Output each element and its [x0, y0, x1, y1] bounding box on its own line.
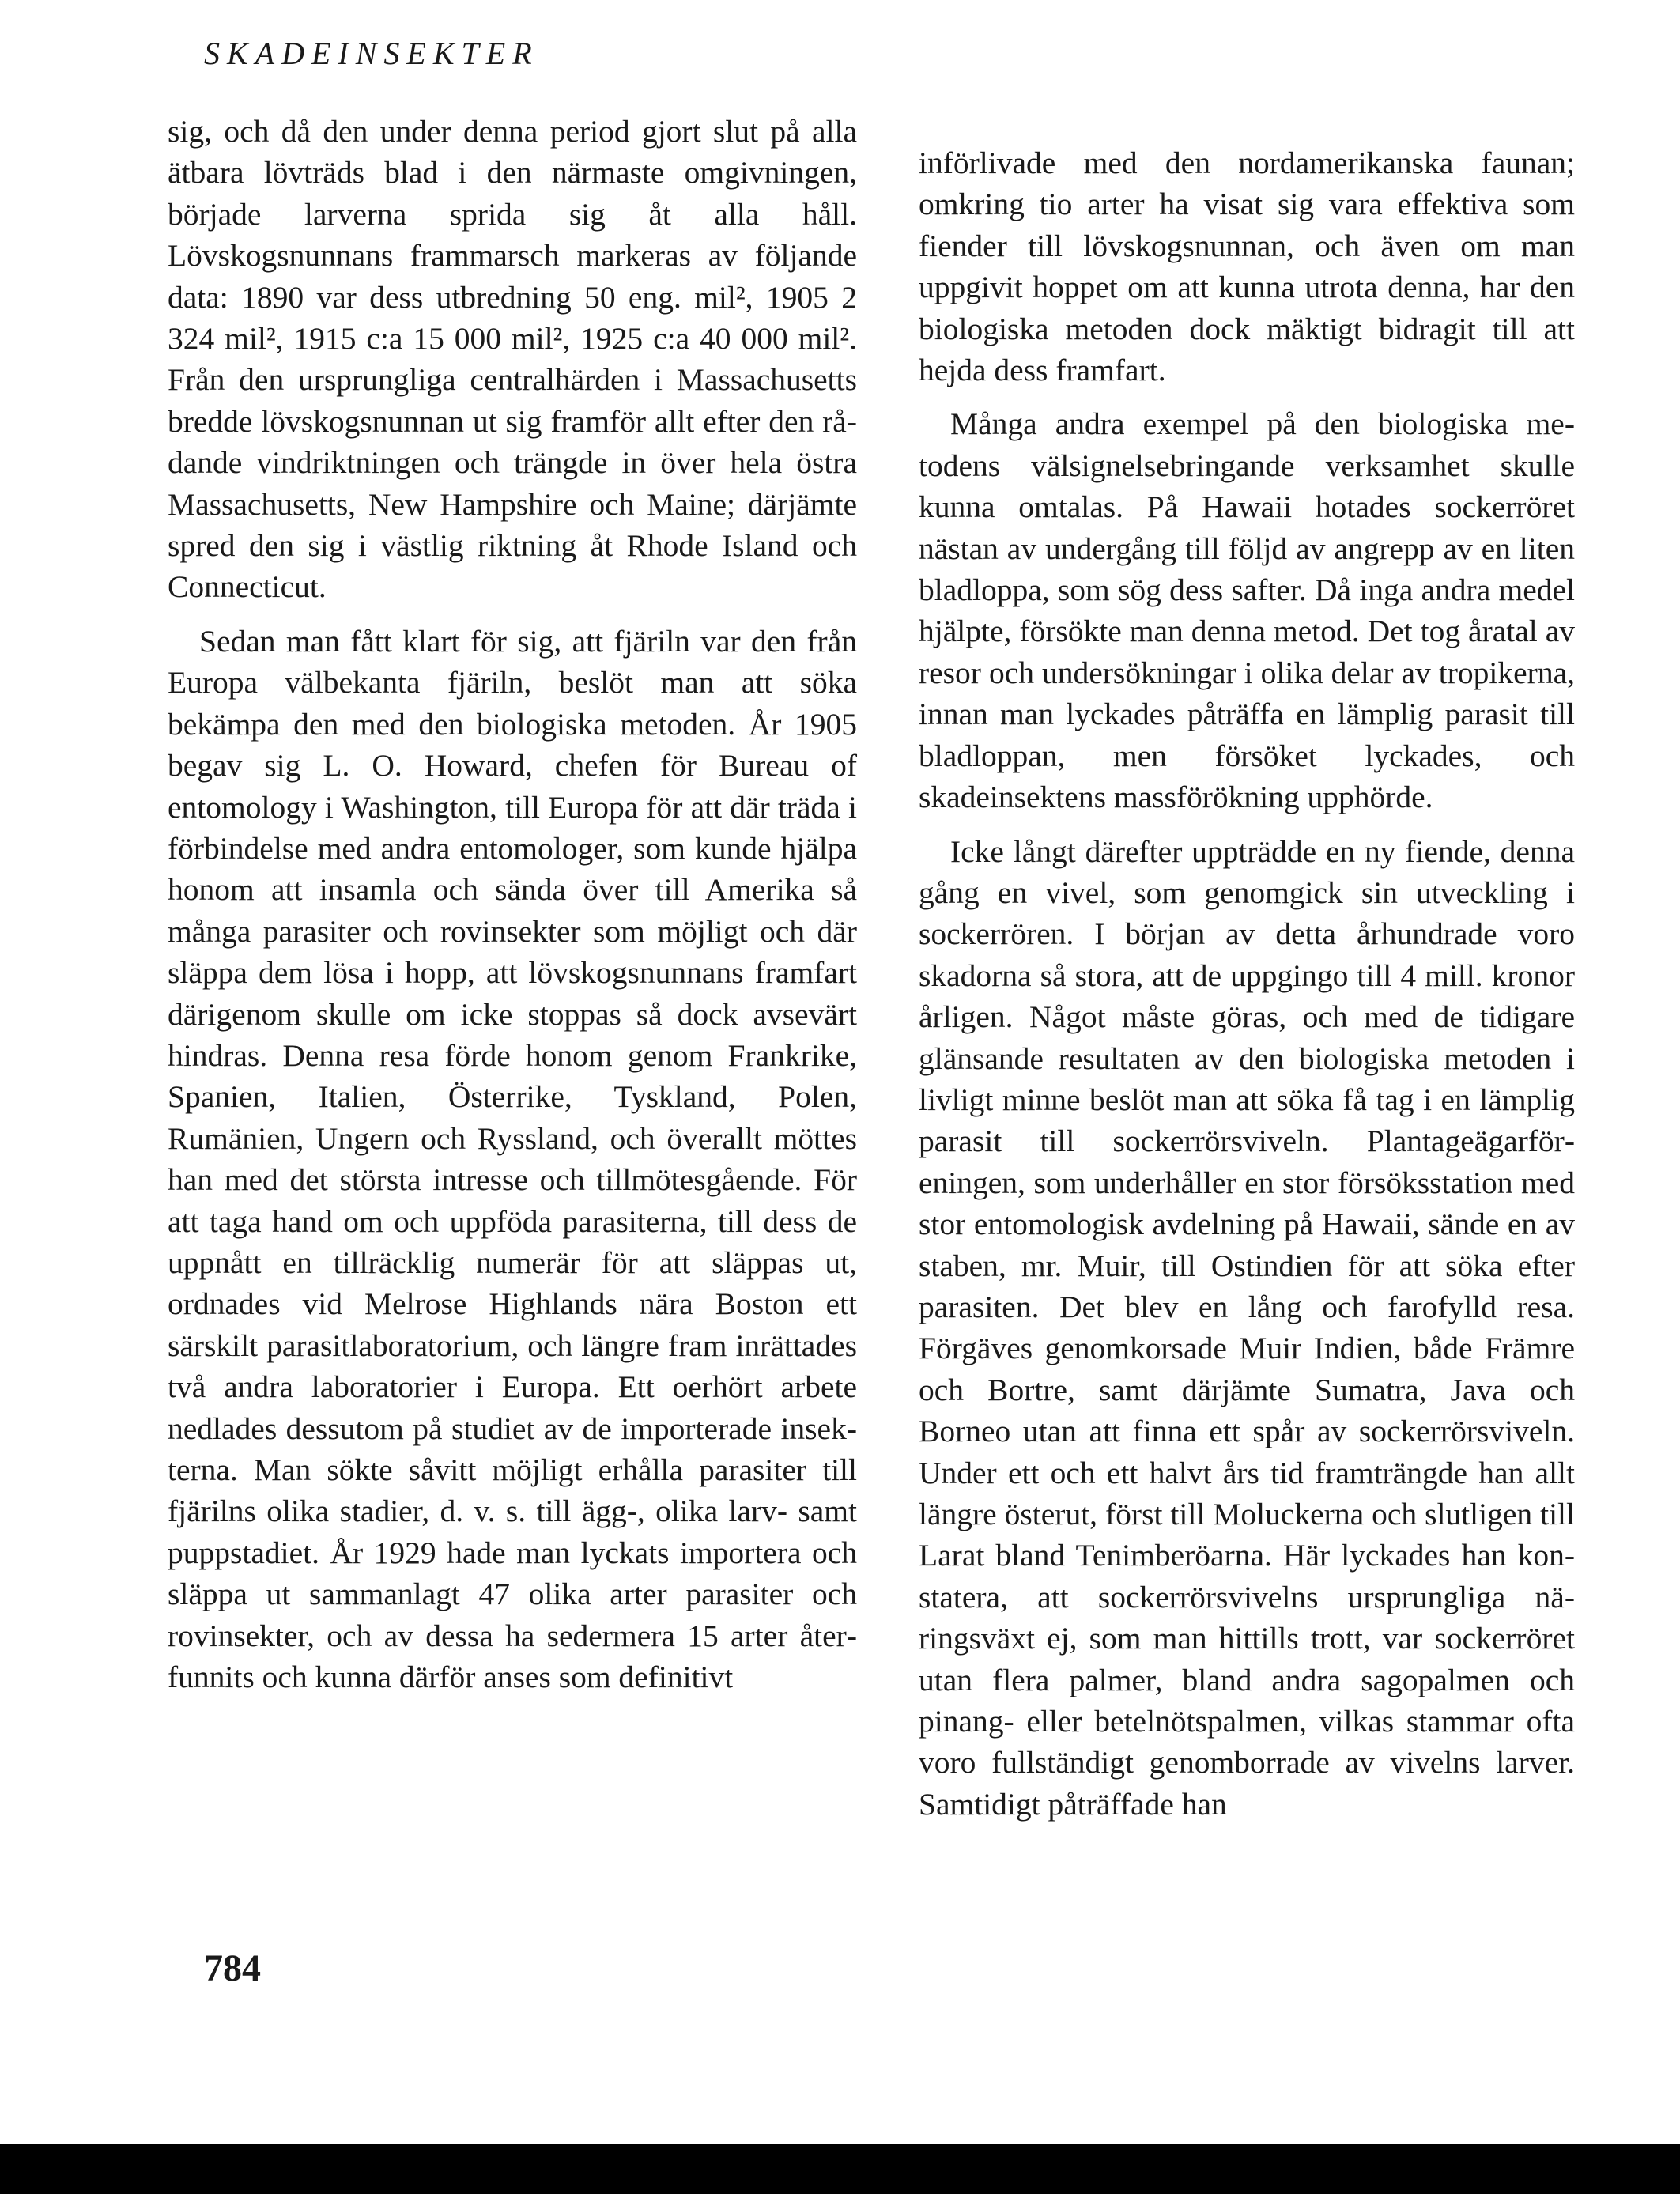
scan-border — [0, 2144, 1680, 2194]
running-header: SKADEINSEKTER — [204, 36, 539, 71]
paragraph: Sedan man fått klart för sig, att fjäriln var den från Europa välbekanta fjäriln, beslöt man att söka bekämpa den med den biologiska metoden. År 1905 begav sig L. O. Howard, chefen för Bureau of entomology i Washington, till Europa för att där träda i förbindelse med andra entomologer, som kunde hjälpa honom att insamla och sända över till Amerika så många parasiter och rovinsekter som möjligt och där släppa dem lösa i hopp, att lövskogsnunnans framfart därigenom skulle om icke stoppas så dock avsevärt hindras. Denna resa förde honom genom Frankrike, Spanien, Italien, Österrike, Tyskland, Polen, Rumänien, Ungern och Ryssland, och överallt möttes han med det största intresse och tillmötesgående. För att taga hand om och uppföda parasiterna, till dess de uppnått en tillräcklig numerär för att släppas ut, ordnades vid Melrose Highlands nära Boston ett särskilt parasitlaboratorium, och längre fram inrättades två andra laboratorier i Europa. Ett oerhört arbete nedlades dessutom på studiet av de importerade insekterna. Man sökte såvitt möjligt erhålla parasiter till fjärilns olika stadier, d. v. s. till ägg-, olika larv- samt puppstadiet. År 1929 hade man lyckats importera och släppa ut sammanlagt 47 olika arter parasiter och rovinsekter, och av dessa ha sedermera 15 arter återfunnits och kunna därför anses som definitivt — [168, 623, 857, 1695]
paragraph: införlivade med den nordamerikanska faunan; omkring tio arter ha visat sig vara effektiva som fiender till lövskogsnunnan, och även om man uppgivit hoppet om att kunna utrota denna, har den biologiska metoden dock mäktigt bidragit till att hejda dess framfart. — [919, 145, 1575, 388]
paragraph: Många andra exempel på den biologiska metodens välsignelsebringande verksamhet skulle kunna omtalas. På Hawaii hotades sockerröret nästan av undergång till följd av angrepp av en liten bladloppa, som sög dess safter. Då inga andra medel hjälpte, försökte man denna metod. Det tog åratal av resor och undersökningar i olika delar av tropikerna, innan man lyckades påträffa en lämplig parasit till bladloppan, men försöket lyckades, och skadeinsektens massförökning upphörde. — [919, 406, 1575, 815]
left-text-column — [168, 111, 857, 1710]
paragraph: sig, och då den under denna period gjort slut på alla ätbara lövträds blad i den närmaste omgivningen, började larverna sprida sig åt alla håll. Lövskogsnunnans frammarsch markeras av följande data: 1890 var dess utbredning 50 eng. mil², 1905 2 324 mil², 1915 c:a 15 000 mil², 1925 c:a 40 000 mil². Från den ursprungliga centralhärden i Massachusetts bredde lövskogsnunnan ut sig framför allt efter den rådande vindriktningen och trängde in över hela östra Massachusetts, New Hampshire och Maine; därjämte spred den sig i västlig riktning åt Rhode Island och Connecticut. — [168, 114, 857, 605]
page-number: 784 — [204, 1947, 261, 1989]
paragraph: Icke långt därefter uppträdde en ny fiende, denna gång en vivel, som genomgick sin utveckling i sockerrören. I början av detta århundrade voro skadorna så stora, att de uppgingo till 4 mill. kronor årligen. Något måste göras, och med de tidigare glänsande resultaten av den biologiska metoden i livligt minne beslöt man att söka få tag i en lämplig parasit till sockerrörsviveln. Plantageägarföreningen, som underhåller en stor försöksstation med stor entomologisk avdelning på Hawaii, sände en av staben, mr. Muir, till Ostindien för att söka efter parasiten. Det blev en lång och farofylld resa. Förgäves genomkorsade Muir Indien, både Främre och Bortre, samt därjämte Sumatra, Java och Borneo utan att finna ett spår av sockerrörsviveln. Under ett och ett halvt års tid framträngde han allt längre österut, först till Moluckerna och slutligen till Larat bland Tenimberöarna. Här lyckades han konstatera, att sockerrörsvivelns ursprungliga näringsväxt ej, som man hittills trott, var sockerröret utan flera palmer, bland andra sagopalmen och pinang- eller betelnötspalmen, vilkas stammar ofta voro fullständigt genomborrade av vivelns larver. Samtidigt påträffade han — [919, 833, 1575, 1822]
right-text-column — [919, 142, 1575, 1837]
